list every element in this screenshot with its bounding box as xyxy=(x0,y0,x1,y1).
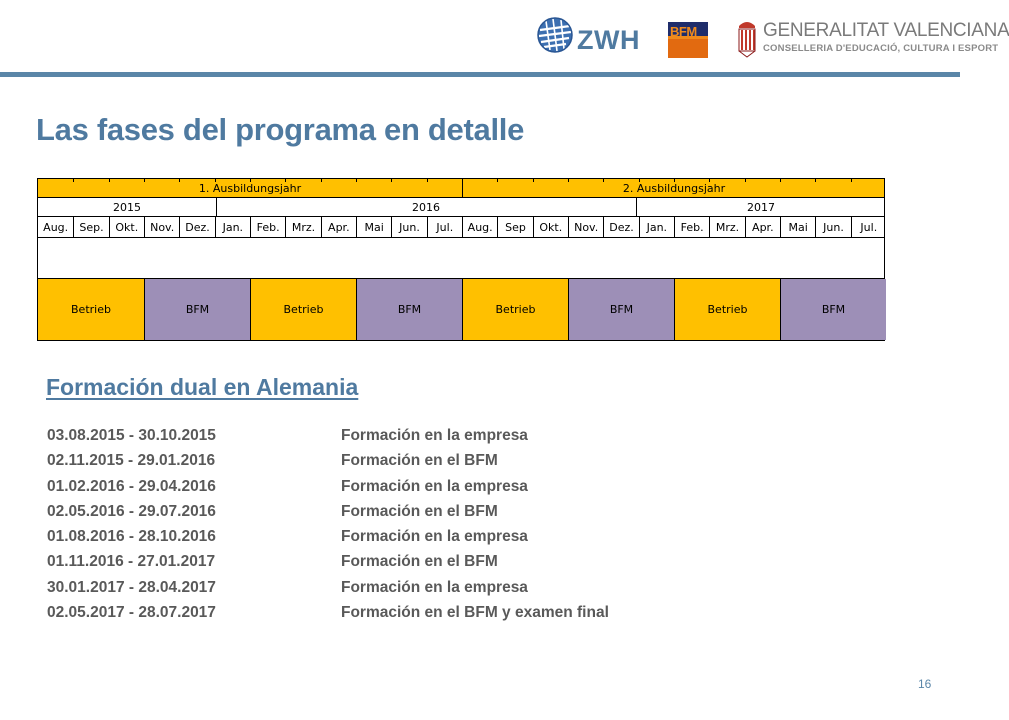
month-tick xyxy=(144,179,145,182)
month-cell: Jun. xyxy=(815,217,850,237)
month-cell: Mrz. xyxy=(709,217,744,237)
gv-emblem-icon xyxy=(736,18,758,58)
schedule-row xyxy=(47,452,747,477)
month-tick xyxy=(780,179,781,182)
header-bar xyxy=(0,0,1009,72)
header-rule xyxy=(0,72,960,77)
month-tick xyxy=(745,179,746,182)
month-tick xyxy=(568,179,569,182)
schedule-dates: 01.02.2016 - 29.04.2016 xyxy=(47,477,216,495)
calendar-year-2017-label: 2017 xyxy=(747,200,775,214)
ausbildungsjahr-1-label: 1. Ausbildungsjahr xyxy=(198,181,302,195)
phase-bfm-cell: BFM xyxy=(780,279,886,340)
schedule-row xyxy=(47,604,747,629)
phase-betrieb-cell: Betrieb xyxy=(674,279,780,340)
zwh-logo-text: ZWH xyxy=(577,25,640,55)
month-cell: Okt. xyxy=(533,217,568,237)
schedule-row xyxy=(47,427,747,452)
month-cell: Nov. xyxy=(144,217,179,237)
month-cell: Nov. xyxy=(568,217,603,237)
month-cell: Jul. xyxy=(851,217,886,237)
zwh-sphere-icon xyxy=(536,16,574,54)
schedule-description: Formación en el BFM xyxy=(341,452,498,470)
schedule-dates: 02.11.2015 - 29.01.2016 xyxy=(47,452,216,470)
phases-row xyxy=(37,278,885,341)
calendar-year-2015 xyxy=(38,198,216,216)
month-cell: Mai xyxy=(356,217,391,237)
schedule-description: Formación en la empresa xyxy=(341,477,528,495)
month-cell: Feb. xyxy=(250,217,285,237)
month-tick xyxy=(427,179,428,182)
month-cell: Mai xyxy=(780,217,815,237)
schedule-description: Formación en la empresa xyxy=(341,578,528,596)
empty-spacer-row xyxy=(37,237,885,279)
phase-bfm-cell: BFM xyxy=(568,279,674,340)
month-tick xyxy=(497,179,498,182)
phase-betrieb-cell: Betrieb xyxy=(38,279,144,340)
ausbildungsjahr-divider xyxy=(462,179,463,197)
schedule-description: Formación en la empresa xyxy=(341,528,528,546)
calendar-year-row xyxy=(37,197,885,217)
month-cell: Feb. xyxy=(674,217,709,237)
month-cell: Jan. xyxy=(215,217,250,237)
month-tick xyxy=(391,179,392,182)
schedule-description: Formación en la empresa xyxy=(341,427,528,444)
month-tick xyxy=(215,179,216,182)
month-tick xyxy=(709,179,710,182)
month-cell: Apr. xyxy=(321,217,356,237)
month-tick xyxy=(533,179,534,182)
schedule-dates: 01.11.2016 - 27.01.2017 xyxy=(47,553,216,571)
month-tick xyxy=(603,179,604,182)
month-tick xyxy=(73,179,74,182)
month-tick xyxy=(674,179,675,182)
calendar-year-2016 xyxy=(216,198,636,216)
schedule-description: Formación en el BFM xyxy=(341,502,498,520)
phase-bfm-cell: BFM xyxy=(356,279,462,340)
month-tick xyxy=(321,179,322,182)
schedule-dates: 03.08.2015 - 30.10.2015 xyxy=(47,427,216,444)
months-row xyxy=(37,216,885,238)
gv-logo-subtitle: CONSELLERIA D'EDUCACIÓ, CULTURA I ESPORT xyxy=(763,43,999,54)
schedule-row xyxy=(47,503,747,528)
schedule-dates: 30.01.2017 - 28.04.2017 xyxy=(47,578,216,596)
phase-betrieb-cell: Betrieb xyxy=(250,279,356,340)
generalitat-valenciana-logo xyxy=(736,18,1009,62)
page-number: 16 xyxy=(918,677,932,691)
schedule-dates: 02.05.2017 - 28.07.2017 xyxy=(47,604,216,622)
month-tick xyxy=(815,179,816,182)
schedule-description: Formación en el BFM xyxy=(341,553,498,571)
training-timeline-table xyxy=(37,178,885,341)
schedule-dates: 01.08.2016 - 28.10.2016 xyxy=(47,528,216,546)
month-cell: Dez. xyxy=(179,217,214,237)
gv-logo-title: GENERALITAT VALENCIANA xyxy=(763,20,1009,41)
bfm-logo xyxy=(668,22,708,58)
month-tick xyxy=(851,179,852,182)
calendar-year-2017 xyxy=(636,198,886,216)
calendar-year-2015-label: 2015 xyxy=(113,200,141,214)
month-cell: Jun. xyxy=(391,217,426,237)
bfm-logo-text: BFM xyxy=(670,24,697,39)
month-cell: Sep. xyxy=(73,217,108,237)
month-cell: Jan. xyxy=(639,217,674,237)
month-cell: Aug. xyxy=(43,220,69,234)
bfm-logo-strip-dark xyxy=(668,39,708,58)
zwh-logo xyxy=(536,16,640,60)
schedule-row xyxy=(47,553,747,578)
section-heading: Formación dual en Alemania xyxy=(46,374,359,400)
phase-betrieb-cell: Betrieb xyxy=(462,279,568,340)
ausbildungsjahr-row xyxy=(37,178,885,198)
schedule-dates: 02.05.2016 - 29.07.2016 xyxy=(47,502,216,520)
schedule-row xyxy=(47,528,747,553)
month-tick xyxy=(109,179,110,182)
ausbildungsjahr-2-label: 2. Ausbildungsjahr xyxy=(622,181,726,195)
month-cell: Apr. xyxy=(745,217,780,237)
month-cell: Aug. xyxy=(462,217,497,237)
phase-bfm-cell: BFM xyxy=(144,279,250,340)
schedule-row xyxy=(47,478,747,503)
month-tick xyxy=(356,179,357,182)
month-cell: Okt. xyxy=(109,217,144,237)
calendar-year-2016-label: 2016 xyxy=(412,200,440,214)
schedule-description: Formación en el BFM y examen final xyxy=(341,604,609,622)
month-tick xyxy=(250,179,251,182)
schedule-list xyxy=(47,427,747,629)
schedule-row xyxy=(47,579,747,604)
month-cell: Mrz. xyxy=(285,217,320,237)
month-cell: Jul. xyxy=(427,217,462,237)
month-tick xyxy=(639,179,640,182)
month-tick xyxy=(285,179,286,182)
month-tick xyxy=(179,179,180,182)
page-title: Las fases del programa en detalle xyxy=(36,112,525,147)
month-cell: Sep xyxy=(497,217,532,237)
month-cell: Dez. xyxy=(603,217,638,237)
